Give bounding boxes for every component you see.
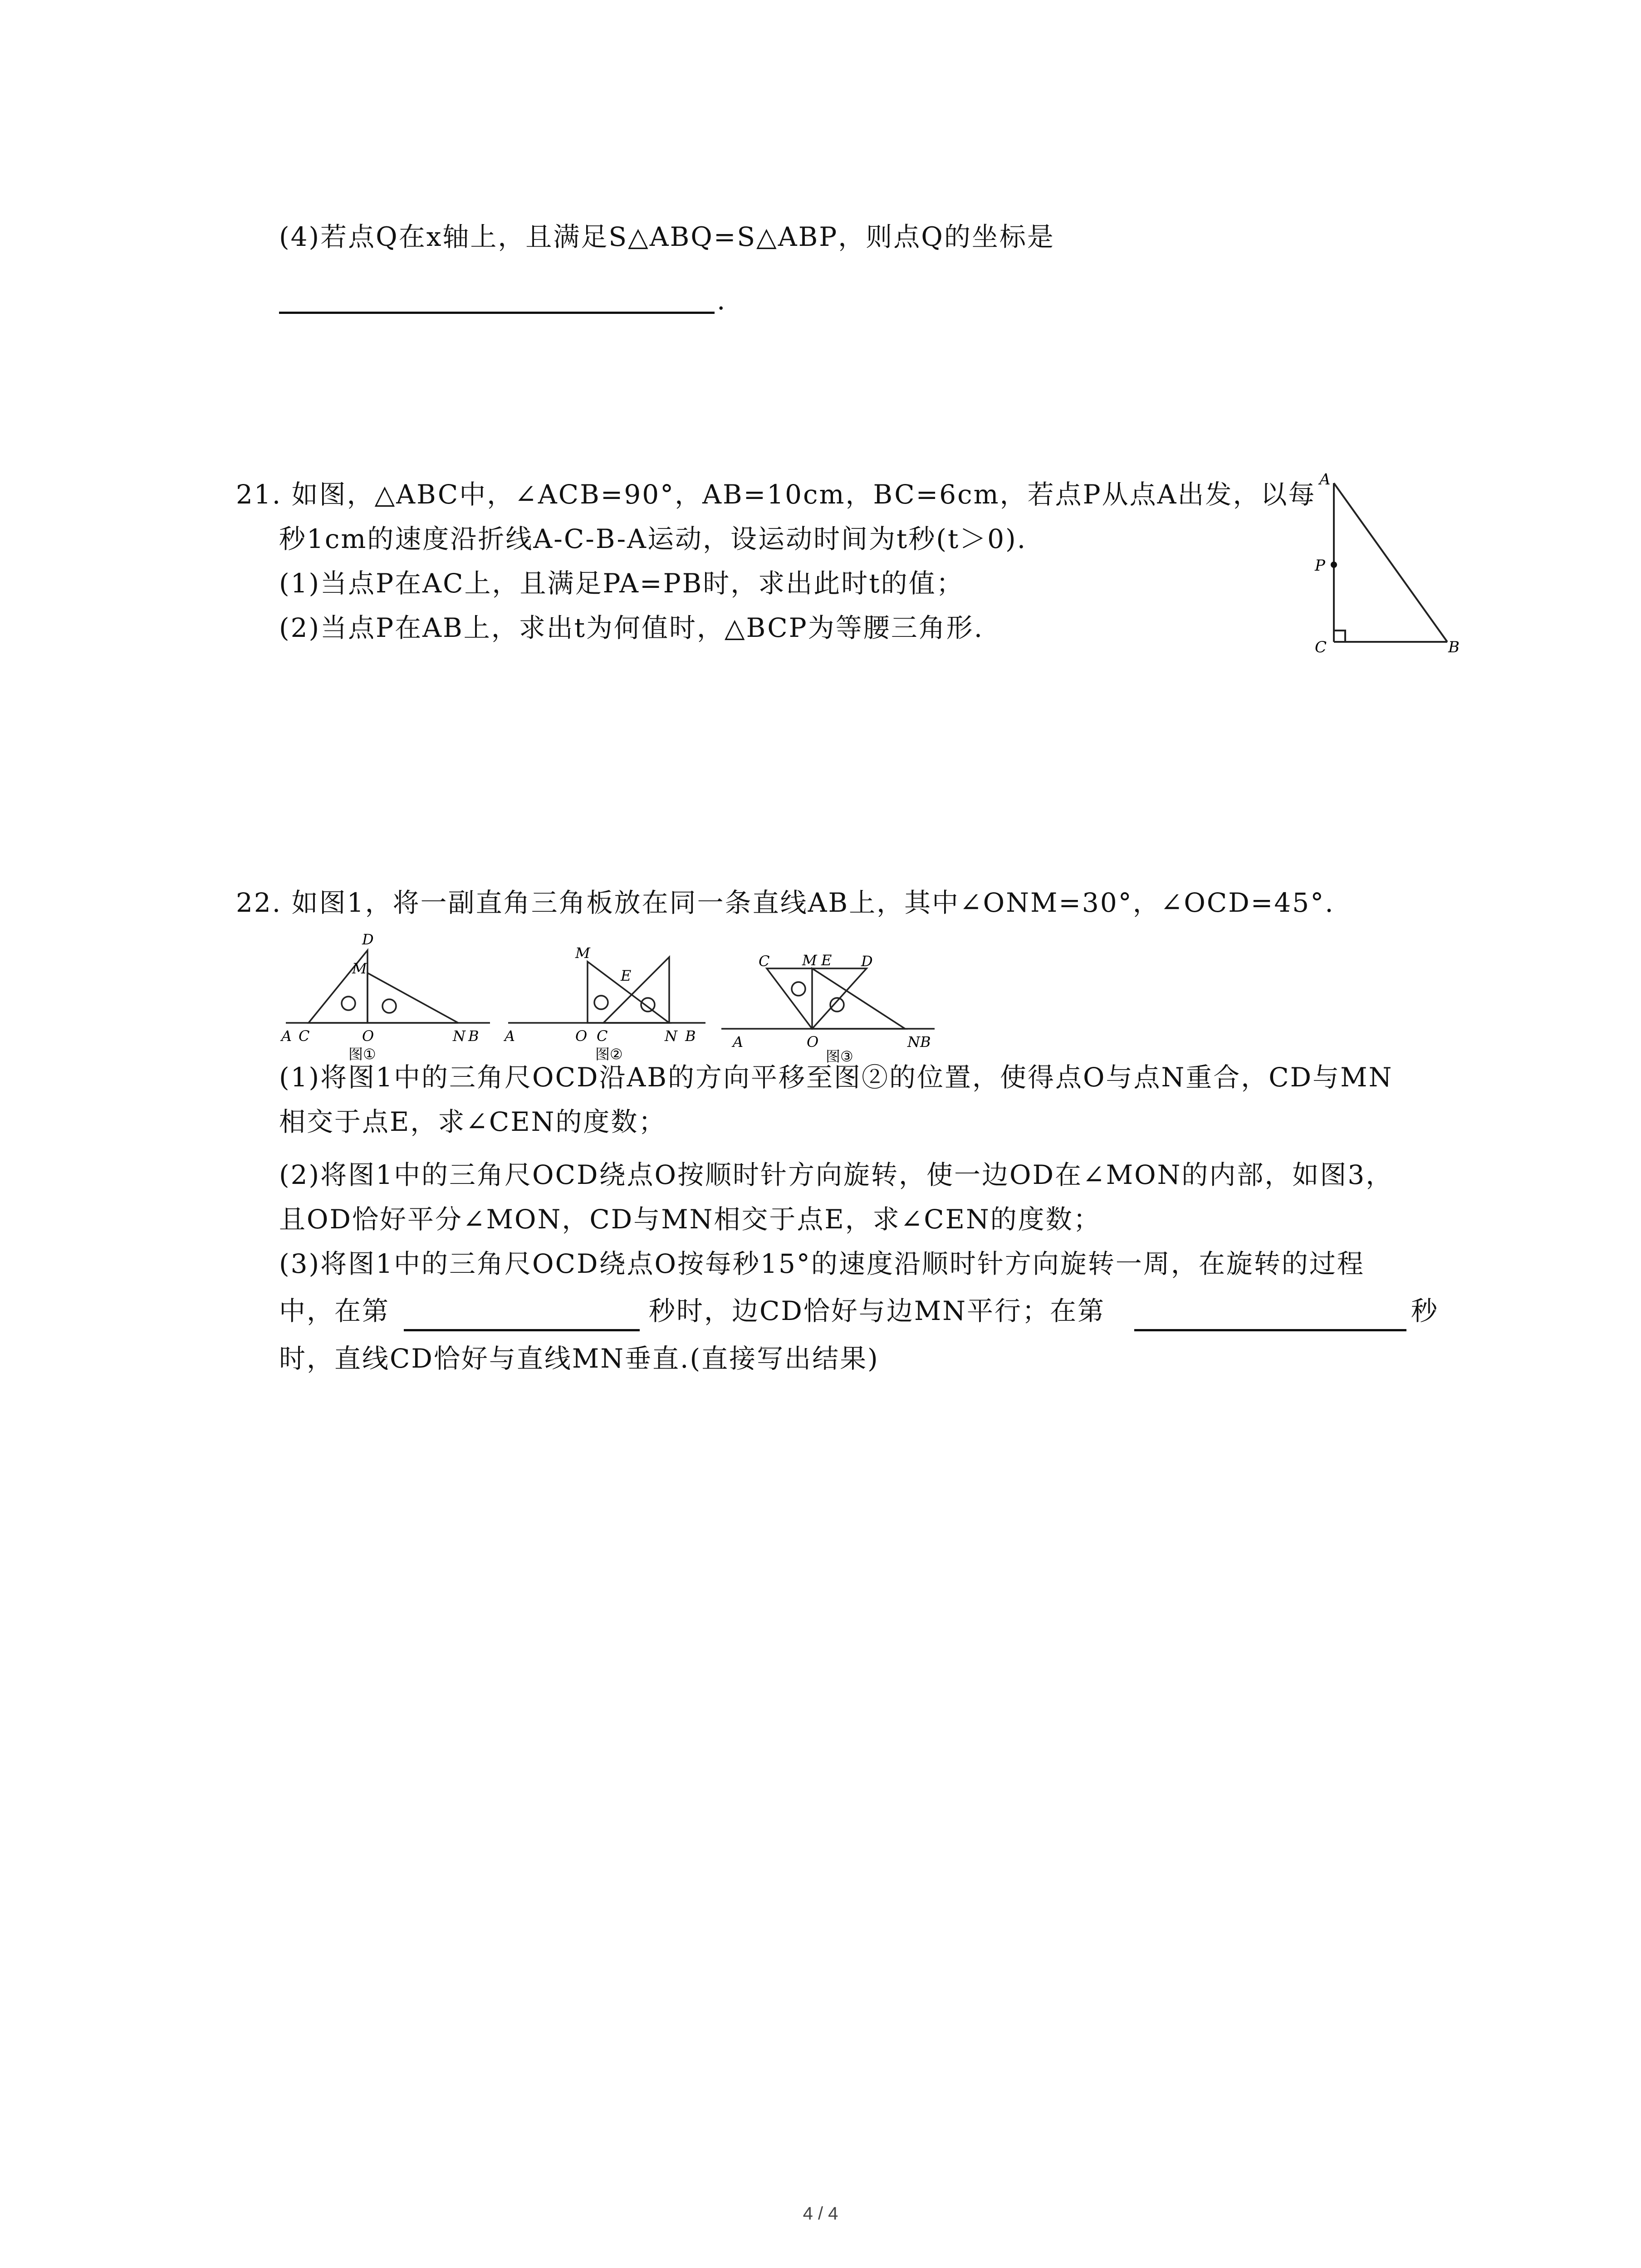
svg-text:E: E (821, 952, 832, 969)
svg-text:A: A (505, 1027, 515, 1045)
q21-line1: 21. 如图，△ABC中，∠ACB=90°，AB=10cm，BC=6cm，若点P从点A出发，以每 (236, 479, 1316, 510)
q22-answer-blank-2[interactable] (1134, 1329, 1406, 1331)
svg-text:N: N (665, 1027, 677, 1045)
q21-part2: (2)当点P在AB上，求出t为何值时，△BCP为等腰三角形. (279, 612, 984, 643)
svg-text:图③: 图③ (826, 1048, 853, 1065)
q22-figure-1 (272, 925, 499, 1066)
q22-figure-3 (717, 925, 953, 1066)
svg-text:A: A (281, 1027, 292, 1045)
svg-text:B: B (685, 1027, 696, 1045)
page-number: 4 / 4 (803, 2204, 838, 2224)
svg-text:O: O (807, 1033, 819, 1051)
svg-text:M: M (575, 944, 590, 962)
q21-label-c: C (1315, 638, 1327, 656)
svg-text:NB: NB (907, 1033, 931, 1051)
q21-part1: (1)当点P在AC上，且满足PA=PB时，求出此时t的值； (279, 568, 964, 599)
q22-part3-line2c: 秒 (1411, 1295, 1439, 1326)
q20-part4-text: (4)若点Q在x轴上，且满足S△ABQ=S△ABP，则点Q的坐标是 (279, 221, 1055, 252)
svg-text:N: N (453, 1027, 465, 1045)
q21-label-a: A (1319, 470, 1331, 489)
q22-part1-line1: (1)将图1中的三角尺OCD沿AB的方向平移至图②的位置，使得点O与点N重合，CD与MN (279, 1062, 1393, 1093)
svg-text:O: O (362, 1027, 374, 1045)
svg-text:D: D (861, 953, 873, 970)
svg-text:M: M (352, 960, 367, 977)
svg-text:C: C (299, 1027, 310, 1045)
q22-part1-line2: 相交于点E，求∠CEN的度数； (279, 1106, 666, 1137)
q21-label-p: P (1315, 557, 1325, 575)
svg-text:C: C (759, 953, 770, 970)
q22-line1: 22. 如图1，将一副直角三角板放在同一条直线AB上，其中∠ONM=30°，∠OCD=45°. (236, 887, 1335, 918)
q21-label-b: B (1448, 638, 1460, 656)
svg-text:C: C (597, 1027, 608, 1045)
svg-text:B: B (468, 1027, 479, 1045)
svg-text:M: M (802, 952, 817, 969)
q22-figure-2 (504, 925, 712, 1066)
svg-text:图①: 图① (348, 1046, 376, 1063)
q22-part3-line3: 时，直线CD恰好与直线MN垂直.(直接写出结果) (279, 1343, 879, 1374)
q20-blank-period: . (717, 285, 727, 316)
q22-part2-line2: 且OD恰好平分∠MON，CD与MN相交于点E，求∠CEN的度数； (279, 1204, 1101, 1235)
q22-part3-line2a: 中，在第 (279, 1295, 390, 1326)
q22-part3-line1: (3)将图1中的三角尺OCD绕点O按每秒15°的速度沿顺时针方向旋转一周，在旋转的过程 (279, 1248, 1365, 1279)
svg-text:图②: 图② (595, 1046, 623, 1063)
svg-text:E: E (621, 967, 632, 984)
q22-part3-line2b: 秒时，边CD恰好与边MN平行；在第 (649, 1295, 1106, 1326)
q21-triangle-figure (1307, 467, 1461, 662)
svg-text:O: O (575, 1027, 588, 1045)
q21-point-p (1331, 562, 1337, 568)
q21-line2: 秒1cm的速度沿折线A-C-B-A运动，设运动时间为t秒(t＞0). (279, 523, 1027, 554)
q22-part2-line1: (2)将图1中的三角尺OCD绕点O按顺时针方向旋转，使一边OD在∠MON的内部，如图3， (279, 1159, 1394, 1190)
q22-answer-blank-1[interactable] (404, 1329, 640, 1331)
q20-answer-blank[interactable] (279, 312, 715, 314)
svg-text:D: D (362, 931, 374, 948)
svg-text:A: A (733, 1033, 744, 1051)
